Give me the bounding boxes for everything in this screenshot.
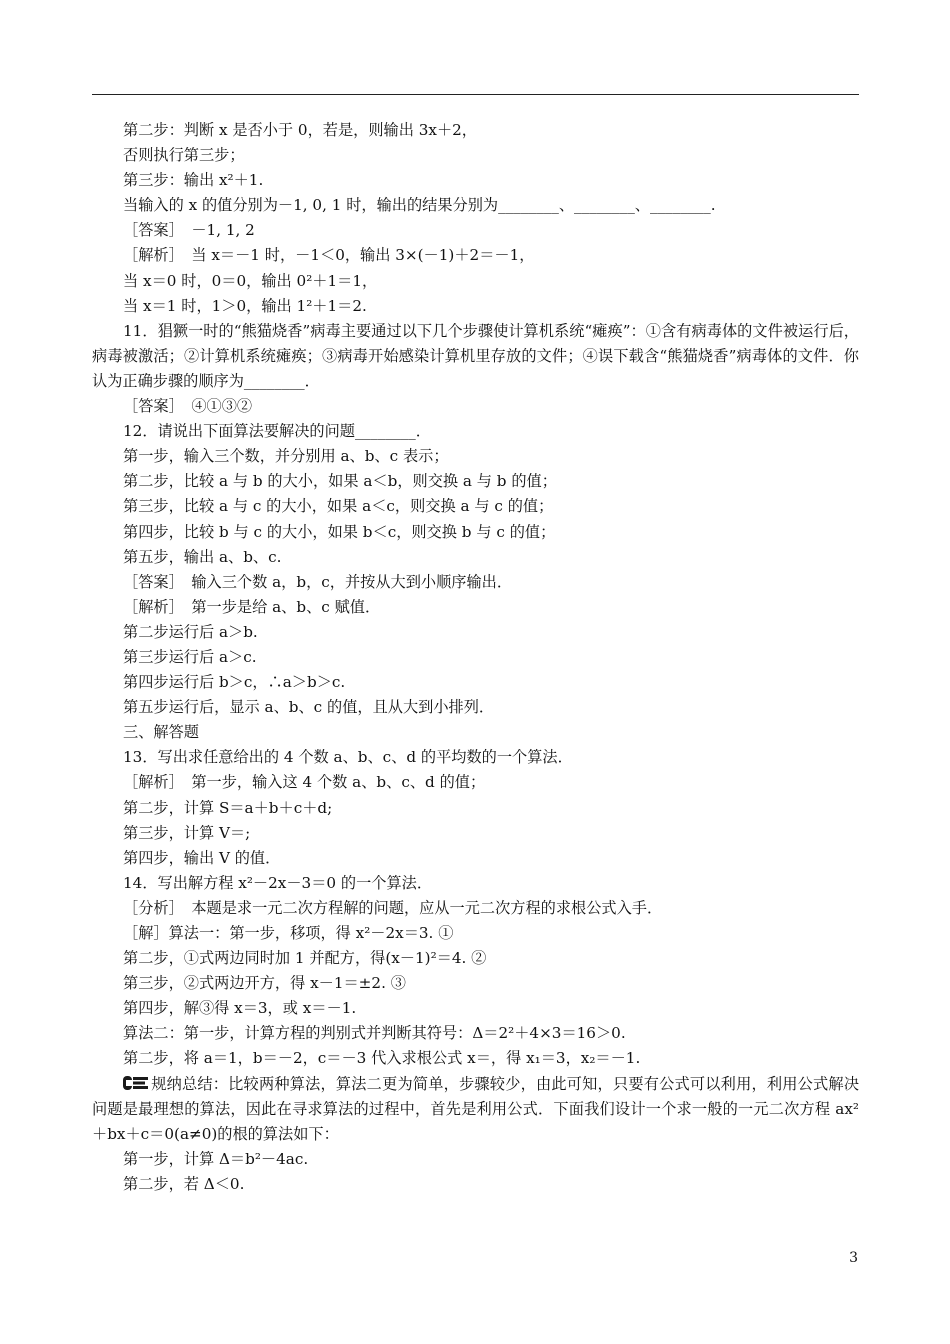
- answer-line: ［答案］ －1, 1, 2: [123, 221, 255, 240]
- text-line: 第一步，输入三个数，并分别用 a、b、c 表示；: [123, 447, 449, 466]
- text-line: 第二步，①式两边同时加 1 并配方，得(x－1)²＝4. ②: [123, 949, 487, 968]
- section-heading: 三、解答题: [123, 723, 199, 742]
- analysis-line: ［解析］ 第一步，输入这 4 个数 a、b、c、d 的值；: [123, 773, 486, 792]
- text-line: 第二步，比较 a 与 b 的大小，如果 a＜b，则交换 a 与 b 的值；: [123, 472, 557, 491]
- text-line: 第二步：判断 x 是否小于 0，若是，则输出 3x＋2，: [123, 121, 477, 139]
- text-line: 当 x＝1 时，1＞0，输出 1²＋1＝2.: [123, 296, 367, 315]
- page-number: 3: [849, 1250, 858, 1266]
- answer-line: ［答案］ ④①③②: [123, 397, 253, 416]
- text-line: 第三步，比较 a 与 c 的大小，如果 a＜c，则交换 a 与 c 的值；: [123, 497, 554, 516]
- text-line: 第二步运行后 a＞b.: [123, 622, 258, 641]
- answer-line: ［答案］ 输入三个数 a，b，c，并按从大到小顺序输出．: [123, 572, 513, 591]
- text-line: 第五步，输出 a、b、c.: [123, 547, 282, 566]
- summary-paragraph: [92, 1072, 859, 1147]
- text-line: 第四步，解③得 x＝3，或 x＝－1.: [123, 999, 357, 1018]
- text-line: 算法二：第一步，计算方程的判别式并判断其符号：Δ＝2²＋4×3＝16＞0.: [123, 1024, 626, 1043]
- analysis-line: ［解析］ 第一步是给 a、b、c 赋值．: [123, 597, 381, 616]
- header-rule: [92, 94, 859, 95]
- text-line: 第三步，计算 V＝;: [123, 823, 251, 842]
- question-13: 13．写出求任意给出的 4 个数 a、b、c、d 的平均数的一个算法．: [123, 748, 573, 767]
- text-line: 第三步：输出 x²＋1.: [123, 171, 264, 190]
- text-line: 第四步，比较 b 与 c 的大小，如果 b＜c，则交换 b 与 c 的值；: [123, 522, 556, 541]
- text-line: 当输入的 x 的值分别为－1, 0, 1 时，输出的结果分别为________、________、________.: [123, 196, 716, 215]
- text-line: 第四步，输出 V 的值．: [123, 848, 281, 867]
- summary-icon: [123, 1075, 149, 1091]
- text-line: 第三步，②式两边开方，得 x－1＝±2. ③: [123, 974, 406, 993]
- text-line: 第二步，计算 S＝a＋b＋c＋d;: [123, 798, 333, 817]
- text-line: 第二步，将 a＝1，b＝－2，c＝－3 代入求根公式 x＝，得 x₁＝3，x₂＝－1.: [123, 1049, 641, 1068]
- analysis-line: ［分析］ 本题是求一元二次方程解的问题，应从一元二次方程的求根公式入手．: [123, 898, 663, 917]
- document-body: [92, 118, 859, 1197]
- text-line: 当 x＝0 时，0＝0，输出 0²＋1＝1，: [123, 271, 378, 290]
- analysis-line: ［解析］ 当 x＝－1 时，－1＜0，输出 3×(－1)＋2＝－1，: [123, 246, 535, 265]
- summary-text: 规纳总结：比较两种算法，算法二更为简单，步骤较少，由此可知，只要有公式可以利用，利用公式解决问题是最理想的算法，因此在寻求算法的过程中，首先是利用公式．下面我们设计一个求一般的一元二次方程 ax²＋bx＋c＝0(a≠0)的根的算法如下：: [92, 1074, 859, 1143]
- question-11: 11．猖獗一时的“熊猫烧香”病毒主要通过以下几个步骤使计算机系统“瘫痪”：①含有病毒体的文件被运行后，病毒被激活；②计算机系统瘫痪；③病毒开始感染计算机里存放的文件；④误下载含“熊猫烧香”病毒体的文件．你认为正确步骤的顺序为________．: [92, 321, 859, 390]
- text-line: 第三步运行后 a＞c.: [123, 647, 257, 666]
- text-line: 第四步运行后 b＞c，∴a＞b＞c.: [123, 673, 346, 692]
- text-line: 第五步运行后，显示 a、b、c 的值，且从大到小排列．: [123, 698, 495, 717]
- question-14: 14．写出解方程 x²－2x－3＝0 的一个算法．: [123, 873, 433, 892]
- solution-line: ［解］算法一：第一步，移项，得 x²－2x＝3. ①: [123, 924, 454, 942]
- question-12: 12．请说出下面算法要解决的问题________．: [123, 422, 431, 441]
- text-line: 否则执行第三步；: [123, 146, 245, 165]
- text-line: 第一步，计算 Δ＝b²－4ac.: [123, 1149, 309, 1168]
- text-line: 第二步，若 Δ＜0.: [123, 1174, 245, 1193]
